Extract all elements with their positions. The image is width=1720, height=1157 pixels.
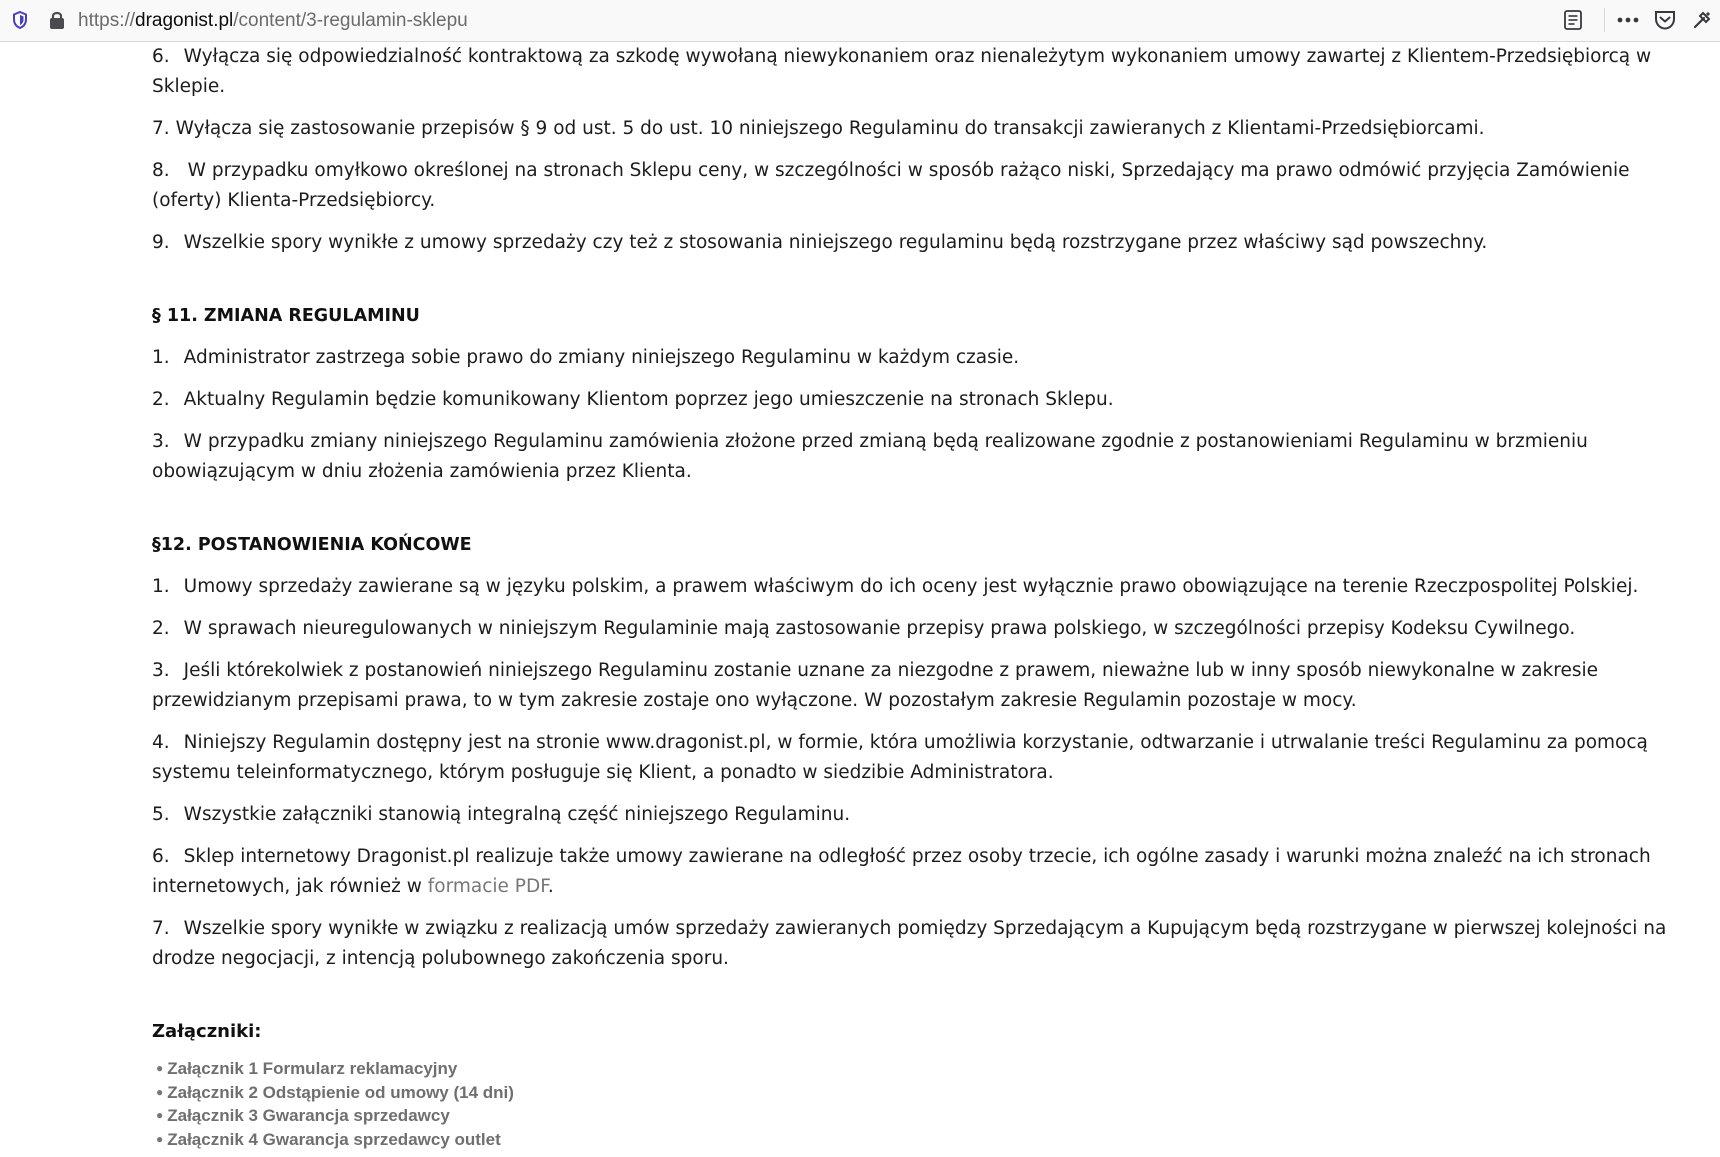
list-item xyxy=(152,427,1672,487)
section-12-heading: §12. POSTANOWIENIA KOŃCOWE xyxy=(152,535,472,555)
reader-view-icon[interactable] xyxy=(1562,9,1584,31)
item-number: 5. xyxy=(152,804,170,825)
attachment-label[interactable]: Załącznik 4 Gwarancja sprzedawcy outlet xyxy=(167,1129,501,1149)
attachment-link[interactable] xyxy=(156,1128,1672,1152)
pdf-format-link[interactable]: formacie PDF xyxy=(427,876,548,897)
section-11-items xyxy=(152,343,1672,487)
item-number: 3. xyxy=(152,431,170,452)
item-number: 7. xyxy=(152,118,170,139)
list-item xyxy=(152,842,1672,902)
list-item xyxy=(152,800,1672,830)
attachment-link[interactable] xyxy=(156,1104,1672,1128)
bullet-icon: ● xyxy=(156,1061,164,1075)
item-text: Wszystkie załączniki stanowią integralną część niniejszego Regulaminu. xyxy=(183,804,851,825)
url-host: dragonist.pl xyxy=(135,10,234,31)
list-item xyxy=(152,572,1672,602)
item-text: Jeśli którekolwiek z postanowień niniejszego Regulaminu zostanie uznane za niezgodne z prawem, nieważne lub w inny sposób niewykonalne w zakresie przewidzianym przepisami prawa, to w tym zakresie zostaje ono wyłączone. W pozostałym zakresie Regulamin pozostaje w mocy. xyxy=(152,660,1599,711)
list-item xyxy=(152,614,1672,644)
list-item xyxy=(152,385,1672,415)
list-item xyxy=(152,156,1672,216)
intro-items xyxy=(152,42,1672,258)
item-number: 1. xyxy=(152,347,170,368)
bullet-icon: ● xyxy=(156,1131,164,1146)
item-number: 7. xyxy=(152,918,170,939)
terms-content xyxy=(152,42,1672,1151)
item-text: Administrator zastrzega sobie prawo do zmiany niniejszego Regulaminu w każdym czasie. xyxy=(183,347,1020,368)
item-text: Umowy sprzedaży zawierane są w języku polskim, a prawem właściwym do ich oceny jest wyłącznie prawo obowiązujące na terenie Rzeczpospolitej Polskiej. xyxy=(183,576,1639,597)
item-number: 8. xyxy=(152,160,170,181)
item-text: W przypadku omyłkowo określonej na stronach Sklepu ceny, w szczególności w sposób rażąco niski, Sprzedający ma prawo odmówić przyjęcia Zamówienie (oferty) Klienta-Przedsiębiorcy. xyxy=(152,160,1630,211)
item-number: 6. xyxy=(152,46,170,67)
url-bar[interactable] xyxy=(78,10,468,32)
item-text: Aktualny Regulamin będzie komunikowany Klientom poprzez jego umieszczenie na stronach Sklepu. xyxy=(183,389,1114,410)
item-text: W sprawach nieuregulowanych w niniejszym Regulaminie mają zastosowanie przepisy prawa polskiego, w szczególności przepisy Kodeksu Cywilnego. xyxy=(183,618,1576,639)
attachment-label[interactable]: Załącznik 2 Odstąpienie od umowy (14 dni) xyxy=(167,1082,514,1102)
item-text: Wyłącza się odpowiedzialność kontraktową za szkodę wywołaną niewykonaniem oraz nienależytym wykonaniem umowy zawartej z Klientem-Przedsiębiorcą w Sklepie. xyxy=(152,46,1652,97)
url-prefix: https:// xyxy=(78,10,136,31)
attachment-link[interactable] xyxy=(156,1057,1672,1081)
item-number: 3. xyxy=(152,660,170,681)
pocket-icon[interactable] xyxy=(1653,8,1677,32)
bullet-icon: ● xyxy=(156,1084,164,1099)
section-12-items xyxy=(152,572,1672,974)
section-11-heading: § 11. ZMIANA REGULAMINU xyxy=(152,306,420,326)
toolbar-separator xyxy=(1604,8,1605,32)
item-text: Sklep internetowy Dragonist.pl realizuje także umowy zawierane na odległość przez osoby trzecie, ich ogólne zasady i warunki można znaleźć na ich stronach internetowych, jak również w xyxy=(152,846,1651,897)
shield-icon[interactable] xyxy=(10,10,30,30)
item-text: Wszelkie spory wynikłe z umowy sprzedaży czy też z stosowania niniejszego regulaminu będą rozstrzygane przez właściwy sąd powszechny. xyxy=(183,232,1488,253)
browser-toolbar xyxy=(0,0,1720,42)
extensions-icon[interactable] xyxy=(1690,8,1714,32)
attachment-link[interactable] xyxy=(156,1081,1672,1105)
bullet-icon: ● xyxy=(156,1108,164,1122)
more-actions-icon[interactable] xyxy=(1615,9,1641,31)
item-number: 2. xyxy=(152,618,170,639)
item-text-end: . xyxy=(547,876,554,897)
item-text: Wszelkie spory wynikłe w związku z realizacją umów sprzedaży zawieranych pomiędzy Sprzedającym a Kupującym będą rozstrzygane w pierwszej kolejności na drodze negocjacji, z intencją polubownego zakończenia sporu. xyxy=(152,918,1667,969)
item-number: 6. xyxy=(152,846,170,867)
list-item xyxy=(152,656,1672,716)
attachment-label[interactable]: Załącznik 1 Formularz reklamacyjny xyxy=(167,1059,458,1078)
item-number: 4. xyxy=(152,732,170,753)
item-number: 2. xyxy=(152,389,170,410)
list-item xyxy=(152,728,1672,788)
item-text: Niniejszy Regulamin dostępny jest na stronie www.dragonist.pl, w formie, która umożliwia korzystanie, odtwarzanie i utrwalanie treści Regulaminu za pomocą systemu teleinformatycznego, którym posługuje się Klient, a ponadto w siedzibie Administratora. xyxy=(152,732,1648,783)
attachments-heading: Załączniki: xyxy=(152,1021,262,1042)
item-text: W przypadku zmiany niniejszego Regulaminu zamówienia złożone przed zmianą będą realizowane zgodnie z postanowieniami Regulaminu w brzmieniu obowiązującym w dniu złożenia zamówienia przez Klienta. xyxy=(152,431,1588,482)
item-number: 1. xyxy=(152,576,170,597)
attachment-label[interactable]: Załącznik 3 Gwarancja sprzedawcy xyxy=(167,1106,450,1125)
list-item xyxy=(152,42,1672,102)
lock-icon[interactable] xyxy=(48,10,66,30)
attachments-list xyxy=(156,1057,1672,1151)
list-item xyxy=(152,343,1672,373)
item-number: 9. xyxy=(152,232,170,253)
item-text: Wyłącza się zastosowanie przepisów § 9 od ust. 5 do ust. 10 niniejszego Regulaminu do transakcji zawieranych z Klientami-Przedsiębiorcami. xyxy=(175,118,1485,139)
url-path: /content/3-regulamin-sklepu xyxy=(233,10,468,31)
list-item xyxy=(152,228,1672,258)
list-item xyxy=(152,914,1672,974)
list-item xyxy=(152,114,1672,144)
